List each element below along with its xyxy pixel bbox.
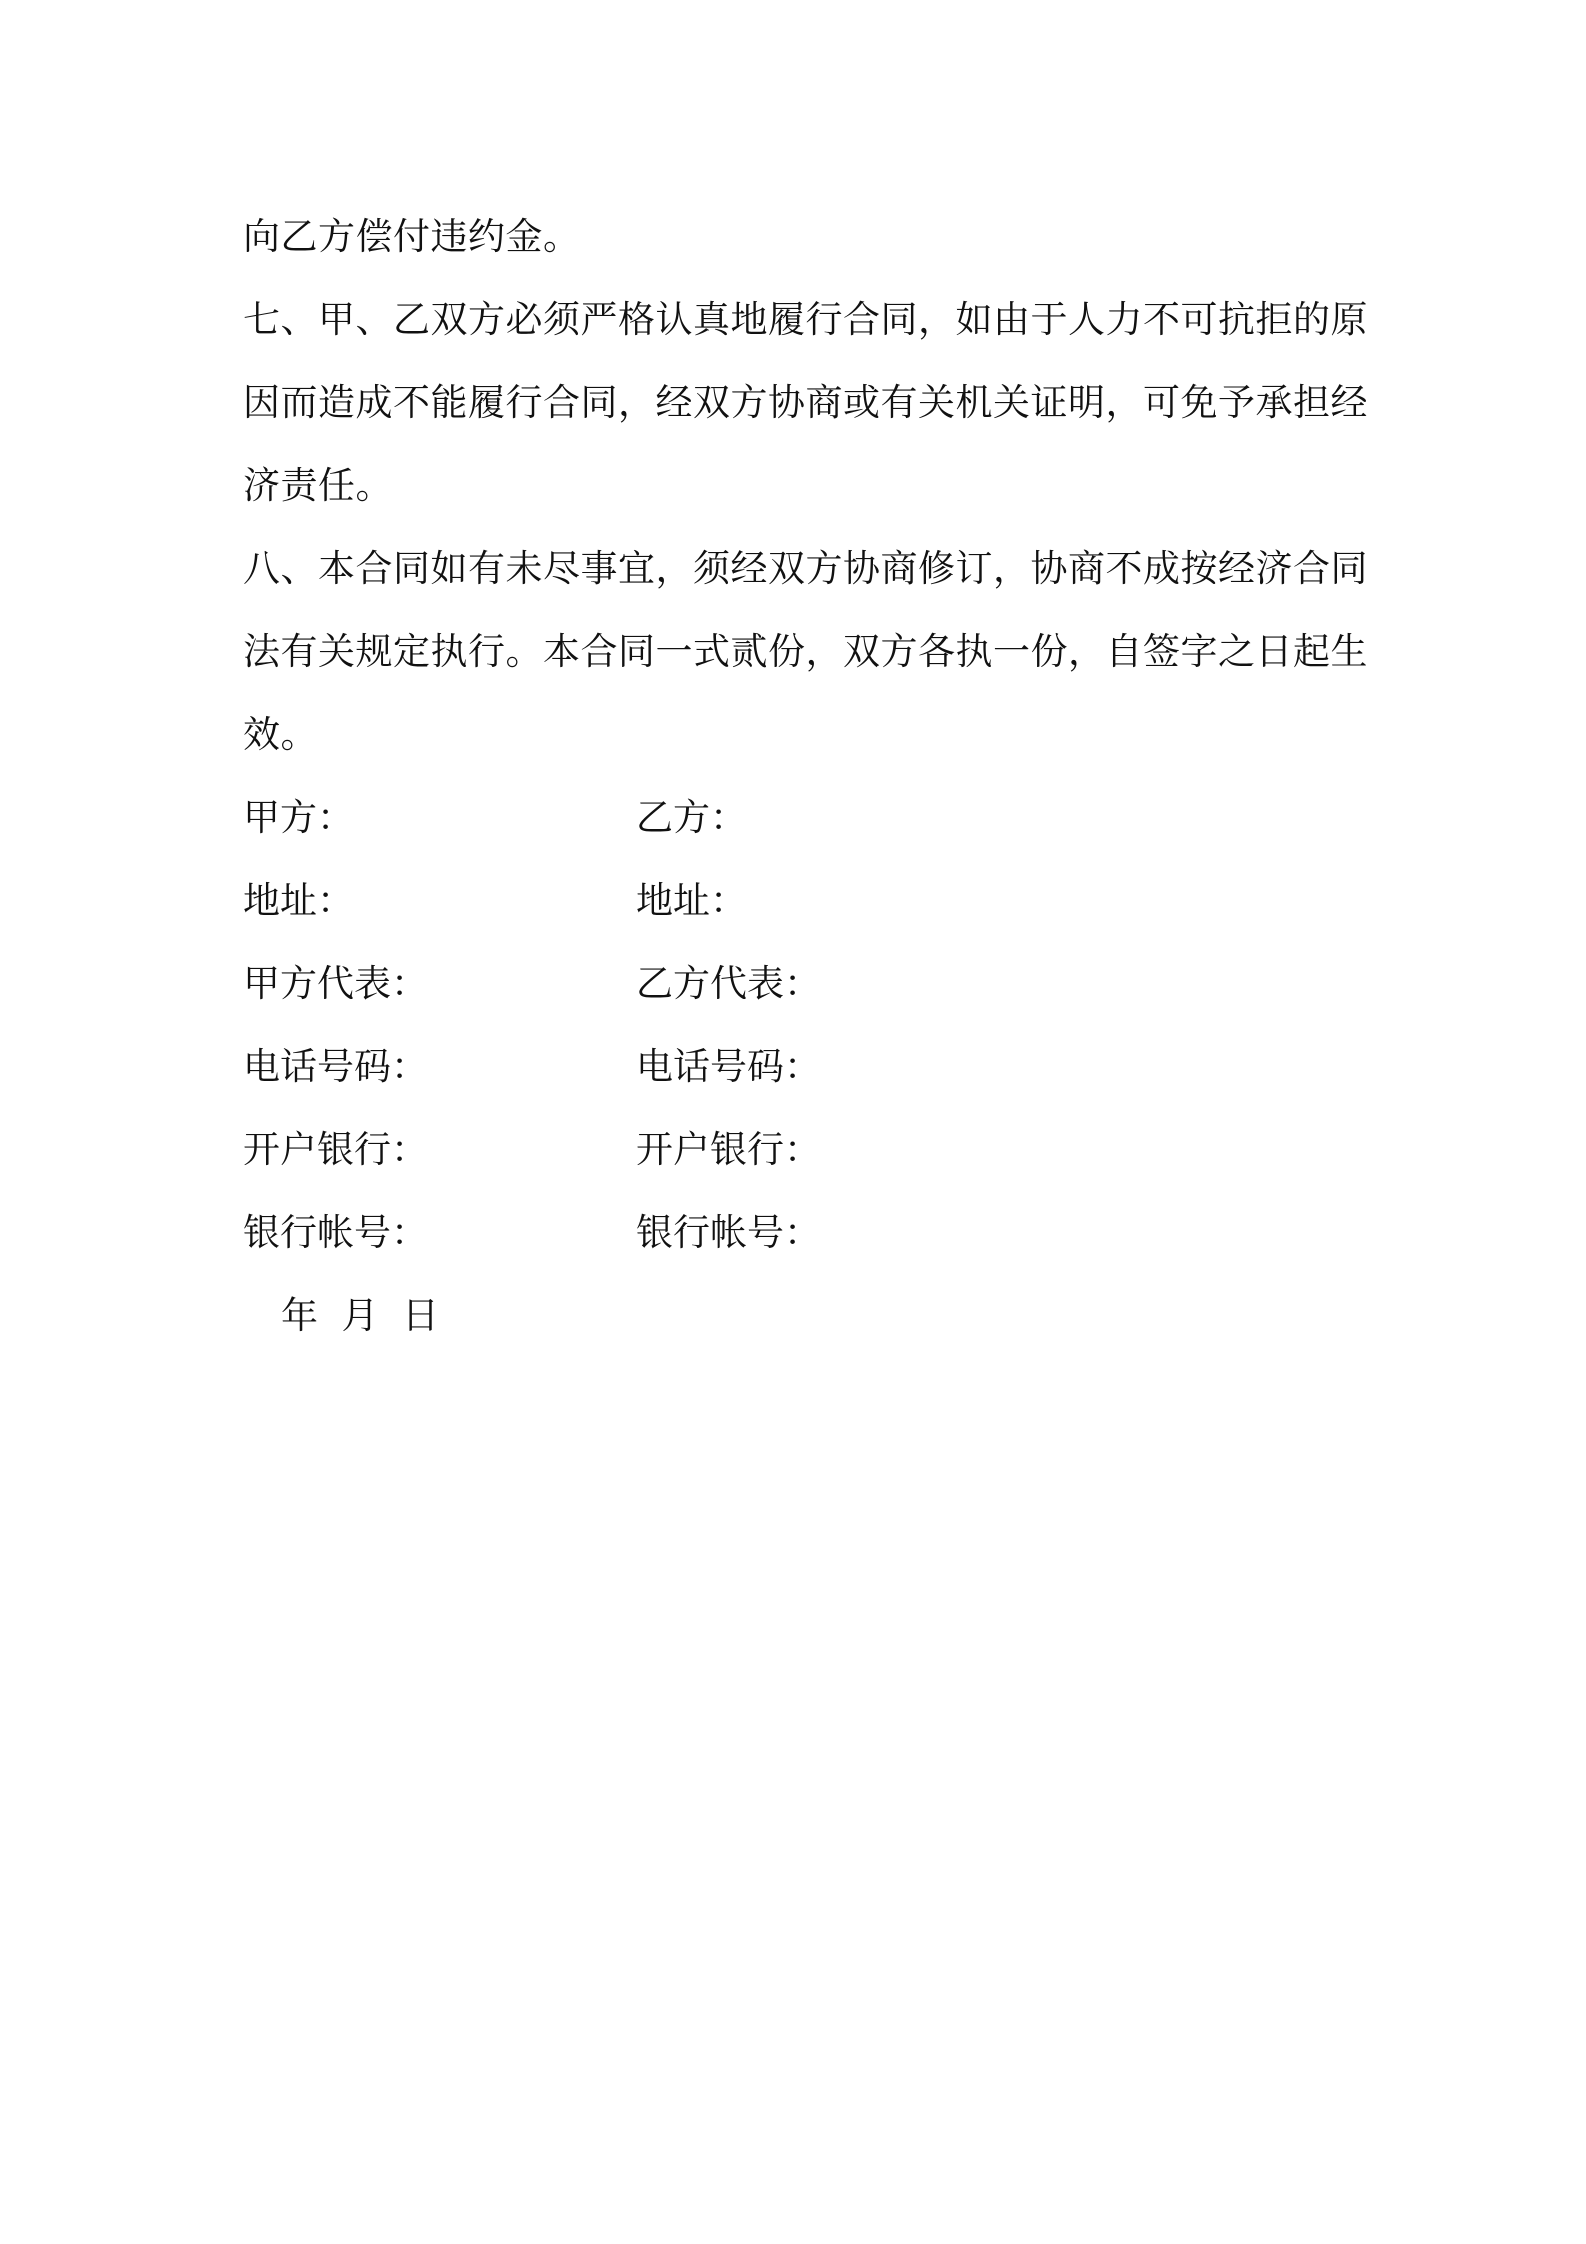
- signing-date: 年 月 日: [281, 1294, 440, 1337]
- contract-content: [243, 195, 1368, 1357]
- body-line: 因而造成不能履行合同，经双方协商或有关机关证明，可免予承担经: [243, 381, 1368, 424]
- signature-row-bank: [243, 1108, 1353, 1191]
- party-a-address-label: 地址：: [243, 879, 354, 922]
- party-b-label: 乙方：: [636, 796, 747, 839]
- party-b-phone-label: 电话号码：: [636, 1045, 821, 1088]
- body-line: 法有关规定执行。本合同一式贰份，双方各执一份，自签字之日起生: [243, 630, 1368, 673]
- party-b-account-label: 银行帐号：: [636, 1211, 821, 1254]
- body-line: 七、甲、乙双方必须严格认真地履行合同，如由于人力不可抗拒的原: [243, 298, 1368, 341]
- party-a-label: 甲方：: [243, 796, 354, 839]
- body-line: 八、本合同如有未尽事宜，须经双方协商修订，协商不成按经济合同: [243, 547, 1368, 590]
- party-b-representative-label: 乙方代表：: [636, 962, 821, 1005]
- body-line: 济责任。: [243, 464, 393, 507]
- party-a-representative-label: 甲方代表：: [243, 962, 428, 1005]
- body-line: 效。: [243, 713, 318, 756]
- signature-row-representative: [243, 942, 1353, 1025]
- signature-row-address: [243, 859, 1353, 942]
- party-b-address-label: 地址：: [636, 879, 747, 922]
- signature-row-party: [243, 776, 1353, 859]
- body-line: 向乙方偿付违约金。: [243, 215, 581, 258]
- signature-row-account: [243, 1191, 1353, 1274]
- party-a-account-label: 银行帐号：: [243, 1211, 428, 1254]
- signature-row-phone: [243, 1025, 1353, 1108]
- party-a-bank-label: 开户银行：: [243, 1128, 428, 1171]
- party-b-bank-label: 开户银行：: [636, 1128, 821, 1171]
- party-a-phone-label: 电话号码：: [243, 1045, 428, 1088]
